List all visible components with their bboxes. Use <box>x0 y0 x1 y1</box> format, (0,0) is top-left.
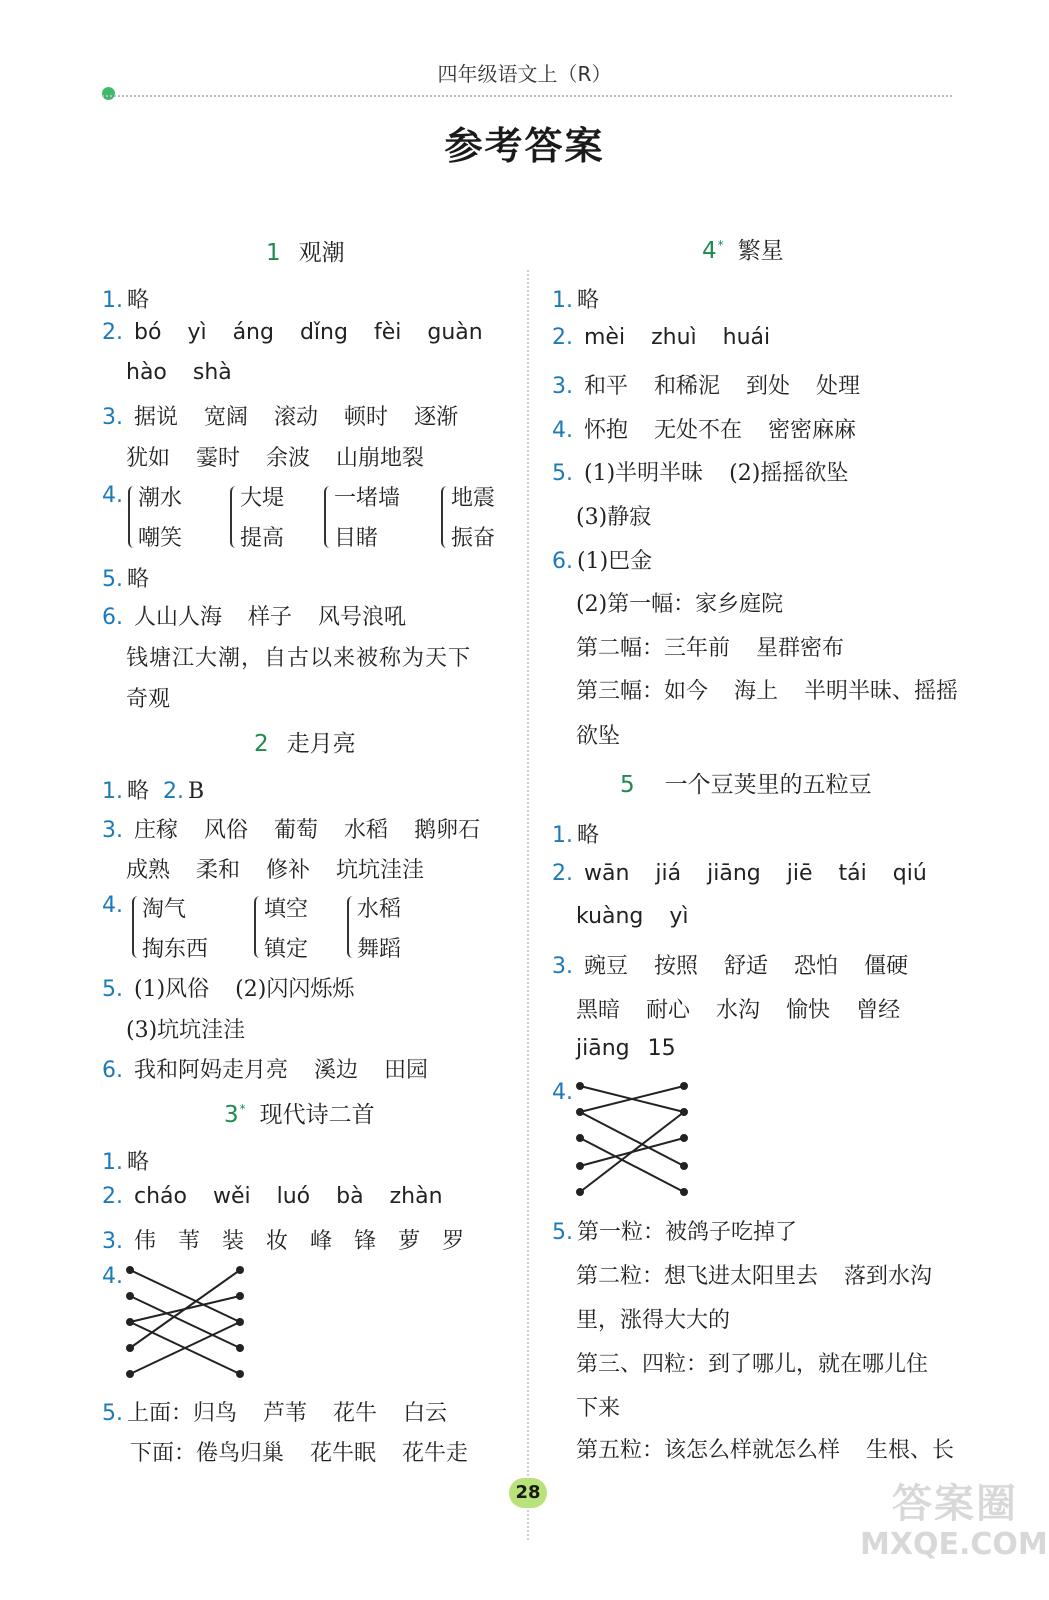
s5-q3-cont: 黑暗 耐心 水沟 愉快 曾经 <box>576 998 901 1023</box>
s1-q6: 6. 人山人海 样子 风号浪吼 <box>102 605 407 630</box>
page-title: 参考答案 <box>444 124 605 168</box>
s5-q2-cont: kuàng yì <box>576 904 689 929</box>
column-divider <box>527 270 529 1540</box>
match-dot <box>681 1189 687 1195</box>
match-line <box>580 1112 684 1166</box>
s4-q2: 2. mèi zhuì huái <box>552 325 771 350</box>
s4-q5-cont: (3)静寂 <box>576 505 652 530</box>
s5-q5-cont2: 里，涨得大大的 <box>576 1308 731 1333</box>
s1-q5: 5. 略 <box>102 567 150 592</box>
match-line <box>580 1138 684 1192</box>
match-dot <box>237 1267 243 1273</box>
s5-q3: 3. 豌豆 按照 舒适 恐怕 僵硬 <box>552 954 909 979</box>
s1-q3: 3. 据说 宽阔 滚动 顿时 逐渐 <box>102 405 459 430</box>
match-line <box>130 1270 240 1348</box>
brace-icon <box>128 486 138 548</box>
match-dot <box>681 1135 687 1141</box>
s5-q4-matching-diagram <box>574 1080 692 1200</box>
match-dot <box>577 1189 583 1195</box>
s3-q5-cont: 下面：倦鸟归巢 花牛眠 花牛走 <box>130 1441 469 1466</box>
page-number-badge: 28 <box>509 1478 547 1508</box>
s1-q2-cont: hào shà <box>126 360 232 385</box>
s5-q4-number: 4. <box>552 1080 573 1105</box>
brace-icon <box>324 486 334 548</box>
watermark-logo: 答案圈 <box>892 1481 1018 1527</box>
brace-icon <box>132 896 142 958</box>
match-dot <box>681 1163 687 1169</box>
s2-q4-number: 4. <box>102 893 123 918</box>
s5-q3-cont2: jiāng 15 <box>576 1036 676 1061</box>
s2-q5-cont: (3)坑坑洼洼 <box>126 1018 246 1043</box>
s5-q5: 5. 第一粒：被鸽子吃掉了 <box>552 1220 798 1245</box>
brace-icon <box>441 486 451 548</box>
s2-q4-word: 镇定 <box>264 937 309 962</box>
s5-q2: 2. wān jiá jiāng jiē tái qiú <box>552 861 927 886</box>
match-dot <box>577 1083 583 1089</box>
header-dot-icon <box>102 87 115 100</box>
match-dot <box>237 1371 243 1377</box>
s4-q5: 5. (1)半明半昧 (2)摇摇欲坠 <box>552 461 849 486</box>
match-line <box>580 1112 684 1192</box>
s1-q6-cont: 钱塘江大潮，自古以来被称为天下 <box>126 646 472 671</box>
s1-q4-word: 潮水 <box>138 486 183 511</box>
match-dot <box>681 1083 687 1089</box>
match-dot <box>127 1267 133 1273</box>
match-dot <box>577 1163 583 1169</box>
section-2-heading: 2 走月亮 <box>254 731 356 757</box>
s2-q4-word: 淘气 <box>142 897 187 922</box>
s1-q4-word: 振奋 <box>451 526 496 551</box>
s2-q4-word: 水稻 <box>357 897 402 922</box>
s4-q6: 6. (1)巴金 <box>552 549 653 574</box>
brace-icon <box>230 486 240 548</box>
s2-q3: 3. 庄稼 风俗 葡萄 水稻 鹅卵石 <box>102 818 481 843</box>
s1-q4-word: 提高 <box>240 526 285 551</box>
match-dot <box>237 1319 243 1325</box>
s5-q5-cont5: 第五粒：该怎么样就怎么样 生根、长 <box>576 1438 955 1463</box>
match-dot <box>127 1345 133 1351</box>
s2-q4-word: 舞蹈 <box>357 937 402 962</box>
s3-q5: 5. 上面：归鸟 芦苇 花牛 白云 <box>102 1401 448 1426</box>
s3-q4-matching-diagram <box>124 1262 248 1380</box>
s4-q3: 3. 和平 和稀泥 到处 处理 <box>552 374 861 399</box>
header-title: 四年级语文上（R） <box>437 62 612 86</box>
section-5-heading: 5 一个豆荚里的五粒豆 <box>620 772 872 798</box>
s2-q6: 6. 我和阿妈走月亮 溪边 田园 <box>102 1058 429 1083</box>
s3-q2: 2. cháo wěi luó bà zhàn <box>102 1184 443 1209</box>
match-dot <box>127 1319 133 1325</box>
s4-q4: 4. 怀抱 无处不在 密密麻麻 <box>552 418 857 443</box>
brace-icon <box>347 896 357 958</box>
watermark-url: MXQE.COM <box>860 1527 1048 1562</box>
s3-q1: 1. 略 <box>102 1150 150 1175</box>
s1-q3-cont: 犹如 霎时 余波 山崩地裂 <box>126 446 425 471</box>
s1-q4-word: 目睹 <box>334 526 379 551</box>
s2-q4-word: 掏东西 <box>142 937 209 962</box>
s1-q2: 2. bó yì áng dǐng fèi guàn <box>102 320 483 345</box>
s4-q6-cont3: 第三幅：如今 海上 半明半昧、摇摇 <box>576 679 959 704</box>
section-3-heading: 3* 现代诗二首 <box>224 1102 375 1128</box>
section-1-heading: 1 观潮 <box>266 240 345 266</box>
match-line <box>130 1270 240 1322</box>
s5-q1: 1. 略 <box>552 823 600 848</box>
s1-q4-number: 4. <box>102 483 123 508</box>
s1-q4-word: 嘲笑 <box>138 526 183 551</box>
match-dot <box>237 1293 243 1299</box>
s3-q4-number: 4. <box>102 1264 123 1289</box>
s4-q1: 1. 略 <box>552 288 600 313</box>
match-line <box>130 1296 240 1348</box>
s2-q4-word: 填空 <box>264 897 309 922</box>
s2-q3-cont: 成熟 柔和 修补 坑坑洼洼 <box>126 858 425 883</box>
s4-q6-cont: (2)第一幅：家乡庭院 <box>576 592 784 617</box>
s3-q3: 3. 伟 苇 装 妆 峰 锋 萝 罗 <box>102 1229 465 1254</box>
match-dot <box>127 1293 133 1299</box>
s1-q1: 1. 略 <box>102 288 150 313</box>
s4-q6-cont4: 欲坠 <box>576 724 621 749</box>
header-rule <box>102 95 952 97</box>
match-dot <box>681 1109 687 1115</box>
s1-q4-word: 一堵墙 <box>334 486 401 511</box>
s1-q6-cont2: 奇观 <box>126 687 171 712</box>
s1-q4-word: 大堤 <box>240 486 285 511</box>
section-4-heading: 4* 繁星 <box>702 238 784 264</box>
match-dot <box>577 1109 583 1115</box>
match-dot <box>237 1345 243 1351</box>
s2-q1-q2: 1. 略 2. B <box>102 779 205 804</box>
s5-q5-cont4: 下来 <box>576 1396 621 1421</box>
match-dot <box>127 1371 133 1377</box>
s5-q5-cont: 第二粒：想飞进太阳里去 落到水沟 <box>576 1264 933 1289</box>
s1-q4-word: 地震 <box>451 486 496 511</box>
brace-icon <box>254 896 264 958</box>
s5-q5-cont3: 第三、四粒：到了哪儿，就在哪儿住 <box>576 1352 929 1377</box>
s4-q6-cont2: 第二幅：三年前 星群密布 <box>576 636 845 661</box>
s2-q5: 5. (1)风俗 (2)闪闪烁烁 <box>102 977 355 1002</box>
match-dot <box>577 1135 583 1141</box>
